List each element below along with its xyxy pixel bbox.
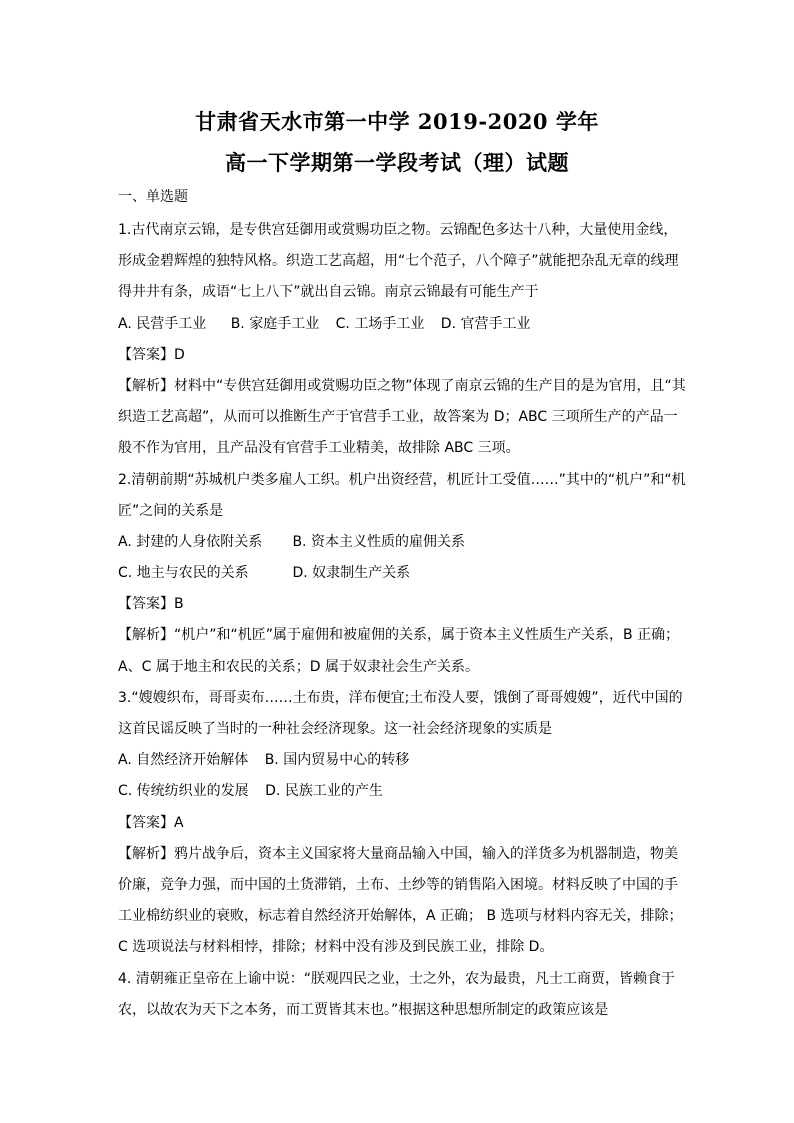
question-2-options-row-2 [118, 558, 678, 589]
question-3-analysis-line-1: 【解析】鸦片战争后，资本主义国家将大量商品输入中国，输入的洋货多为机器制造，物美 [118, 845, 678, 862]
question-2-line-1: 2.清朝前期“苏城机户类多雇人工织。机户出资经营，机匠计工受值……”其中的“机户”和“机 [118, 471, 686, 488]
question-1-option-d: D. 官营手工业 [440, 315, 531, 332]
question-3-options-row-2 [118, 776, 678, 807]
question-2-option-d: D. 奴隶制生产关系 [292, 565, 411, 582]
section-heading: 一、单选题 [118, 189, 188, 205]
question-1-line-1: 1.古代南京云锦，是专供宫廷御用或赏赐功臣之物。云锦配色多达十八种，大量使用金线， [118, 222, 678, 238]
question-2-line-2: 匠”之间的关系是 [118, 502, 224, 519]
question-3-option-d: D. 民族工业的产生 [265, 783, 383, 800]
question-3-option-c: C. 传统纺织业的发展 [118, 783, 249, 800]
question-3-answer: 【答案】A [118, 814, 184, 831]
question-1-options [118, 309, 678, 340]
question-3-analysis-line-4: C 选项说法与材料相悖，排除；材料中没有涉及到民族工业，排除 D。 [118, 939, 554, 956]
question-3-line-2: 这首民谣反映了当时的一种社会经济现象。这一社会经济现象的实质是 [118, 721, 552, 737]
question-1 [118, 215, 686, 465]
question-3-analysis-line-3: 工业棉纺织业的衰败，标志着自然经济开始解体，A 正确； B 选项与材料内容无关，排除； [118, 908, 683, 925]
question-list [118, 215, 686, 1026]
question-4-line-1: 4. 清朝雍正皇帝在上谕中说：“朕观四民之业，士之外，农为最贵，凡士工商贾，皆赖食于 [118, 970, 676, 987]
question-4 [118, 964, 678, 1026]
question-3 [118, 683, 683, 964]
question-3-option-a: A. 自然经济开始解体 [118, 752, 249, 769]
document-title-line-2: 高一下学期第一学段考试（理）试题 [225, 150, 569, 175]
question-2-option-c: C. 地主与农民的关系 [118, 565, 249, 582]
question-1-option-c: C. 工场手工业 [335, 315, 425, 332]
question-3-options-row-1 [118, 745, 678, 776]
question-3-line-1: 3.“嫂嫂织布，哥哥卖布……土布贵，洋布便宜;土布没人要，饿倒了哥哥嫂嫂”，近代中国的 [118, 689, 683, 706]
question-1-line-3: 得井井有条，成语“七上八下”就出自云锦。南京云锦最有可能生产于 [118, 284, 539, 301]
question-1-analysis-line-2: 织造工艺高超”，从而可以推断生产于官营手工业，故答案为 D；ABC 三项所生产的产品一 [118, 409, 678, 426]
document-title-line-1: 甘肃省天水市第一中学 2019-2020 学年 [195, 109, 599, 134]
question-2-analysis-line-2: A、C 属于地主和农民的关系；D 属于奴隶社会生产关系。 [118, 658, 480, 675]
question-2-option-b: B. 资本主义性质的雇佣关系 [292, 533, 465, 550]
question-1-line-2: 形成金碧辉煌的独特风格。织造工艺高超，用“七个范子，八个障子”就能把杂乱无章的线理 [118, 253, 679, 270]
question-4-line-2: 农，以故农为天下之本务，而工贾皆其末也。”根据这种思想所制定的政策应该是 [118, 1001, 609, 1018]
question-2-options-row-1 [118, 527, 678, 558]
question-2-analysis-line-1: 【解析】“机户”和“机匠”属于雇佣和被雇佣的关系，属于资本主义性质生产关系，B 正确； [118, 627, 680, 644]
question-1-analysis-line-3: 般不作为官用，且产品没有官营手工业精美，故排除 ABC 三项。 [118, 440, 520, 457]
question-2 [118, 465, 686, 683]
question-1-option-b: B. 家庭手工业 [230, 315, 320, 332]
question-1-analysis-line-1: 【解析】材料中“专供宫廷御用或赏赐功臣之物”体现了南京云锦的生产目的是为官用，且“其 [118, 377, 686, 394]
question-2-option-a: A. 封建的人身依附关系 [118, 533, 263, 550]
question-3-analysis-line-2: 价廉，竞争力强，而中国的土货滞销，土布、土纱等的销售陷入困境。材料反映了中国的手 [118, 876, 678, 893]
question-1-option-a: A. 民营手工业 [118, 315, 207, 332]
question-2-answer: 【答案】B [118, 596, 184, 613]
question-3-option-b: B. 国内贸易中心的转移 [264, 752, 410, 769]
question-1-answer: 【答案】D [118, 346, 185, 363]
